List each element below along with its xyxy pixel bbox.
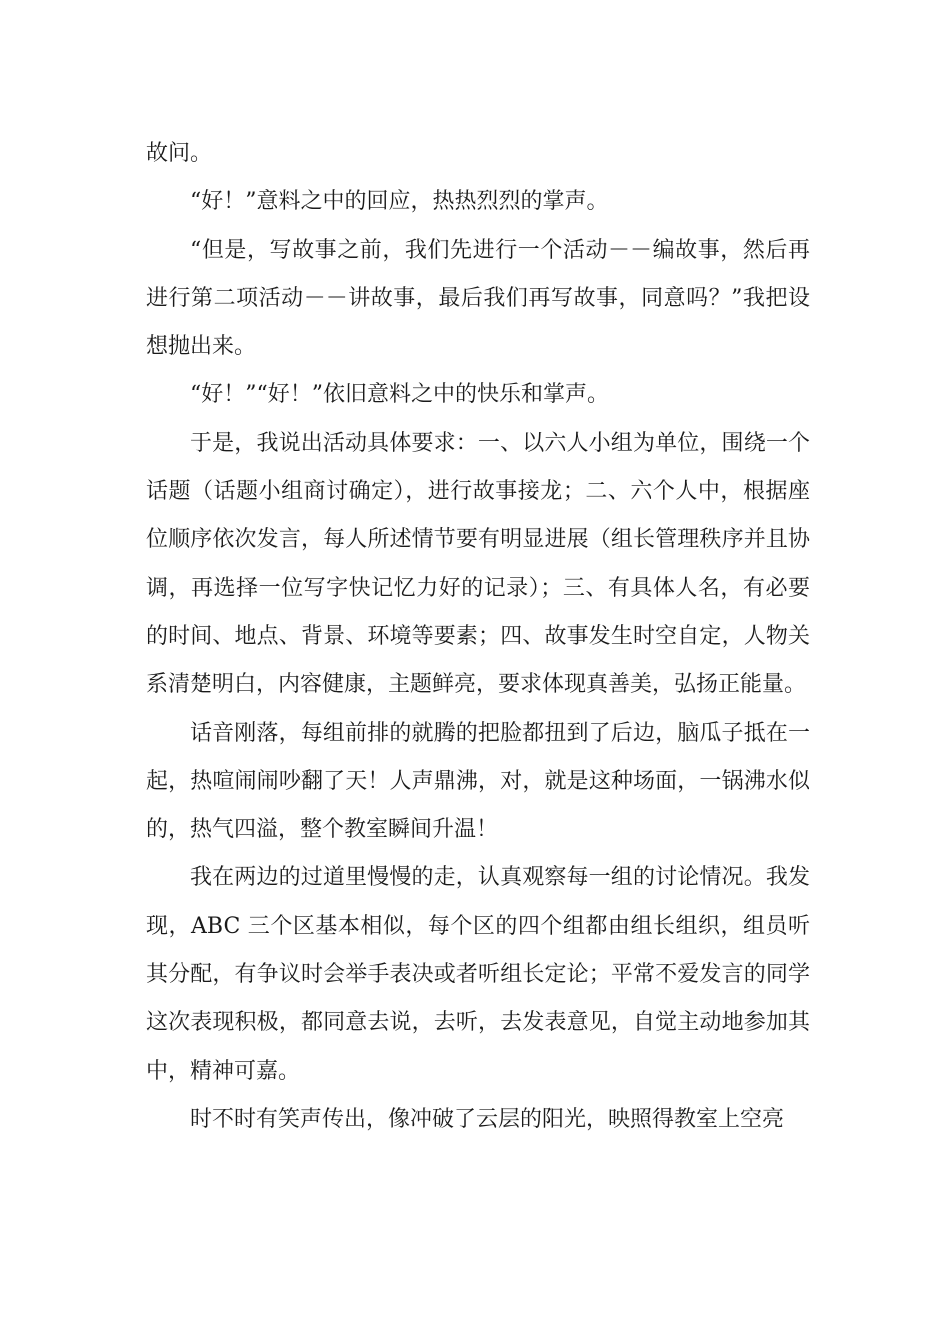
paragraph-2: “好！”意料之中的回应，热热烈烈的掌声。 <box>190 189 609 215</box>
paragraph-1: 故问。 <box>146 141 213 166</box>
paragraph-4: “好！”“好！”依旧意料之中的快乐和掌声。 <box>190 382 609 408</box>
paragraph-5: 于是，我说出活动具体要求：一、以六人小组为单位，围绕一个话题（话题小组商讨确定），进行故事接龙；二、六个人中，根据座位顺序依次发言，每人所述情节要有明显进展（组长管理秩序并且协调，再选择一位写字快记忆力好的记录）；三、有具体人名，有必要的时间、地点、背景、环境等要素；四、故事发生时空自定，人物关系清楚明白，内容健康，主题鲜亮，要求体现真善美，弘扬正能量。 <box>146 430 810 698</box>
paragraph-7: 我在两边的过道里慢慢的走，认真观察每一组的讨论情况。我发现，ABC 三个区基本相似，每个区的四个组都由组长组织，组员听其分配，有争议时会举手表决或者听组长定论；平常不爱发言的同学这次表现积极，都同意去说，去听，去发表意见，自觉主动地参加其中，精神可嘉。 <box>146 865 810 1084</box>
paragraph-3: “但是，写故事之前，我们先进行一个活动－－编故事，然后再进行第二项活动－－讲故事，最后我们再写故事，同意吗？”我把设想抛出来。 <box>146 237 810 360</box>
body-text <box>146 130 810 1144</box>
paragraph-6: 话音刚落，每组前排的就腾的把脸都扭到了后边，脑瓜子抵在一起，热喧闹闹吵翻了天！人声鼎沸，对，就是这种场面，一锅沸水似的，热气四溢，整个教室瞬间升温！ <box>146 720 810 843</box>
paragraph-8: 时不时有笑声传出，像冲破了云层的阳光，映照得教室上空亮 <box>190 1106 785 1132</box>
